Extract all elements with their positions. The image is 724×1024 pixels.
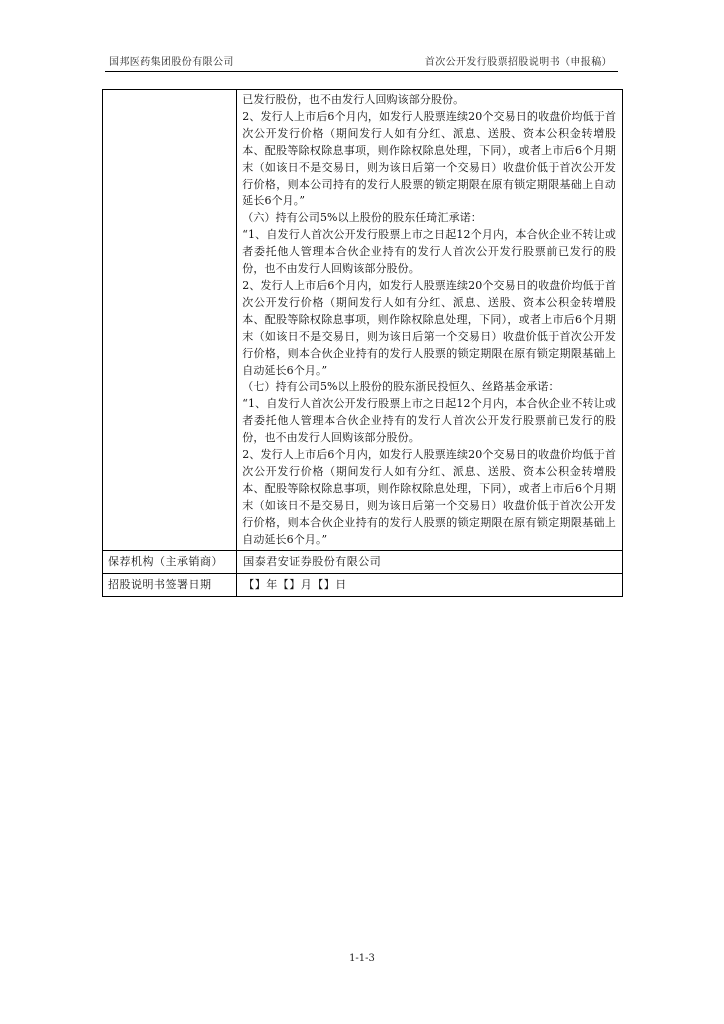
- sponsor-label: 保荐机构（主承销商）: [108, 555, 223, 569]
- table-row: [103, 90, 623, 551]
- company-name: 国邦医药集团股份有限公司: [109, 57, 234, 68]
- paragraph: （七）持有公司5%以上股份的股东浙民投恒久、丝路基金承诺：: [242, 380, 560, 394]
- commitment-content-cell: [237, 90, 623, 551]
- table-row: [103, 551, 623, 574]
- prospectus-table: [102, 89, 623, 597]
- paragraph: 2、发行人上市后6个月内，如发行人股票连续20个交易日的收盘价均低于首次公开发行价格（期间发行人如有分红、派息、送股、资本公积金转增股本、配股等除权除息事项，则作除权除息处理，下同），或者上市后6个月期末（如该日不是交易日，则为该日后第一个交易日）收盘价低于首次公开发行价格，则本公司持有的发行人股票的锁定期限在原有锁定期限基础上自动延长6个月。”: [242, 109, 616, 208]
- signing-date-label: 招股说明书签署日期: [108, 578, 212, 592]
- paragraph: “1、自发行人首次公开发行股票上市之日起12个月内，本合伙企业不转让或者委托他人管理本合伙企业持有的发行人首次公开发行股票前已发行的股份，也不由发行人回购该部分股份。: [242, 228, 616, 276]
- sponsor-value: 国泰君安证券股份有限公司: [243, 555, 382, 569]
- paragraph: “1、自发行人首次公开发行股票上市之日起12个月内，本合伙企业不转让或者委托他人管理本合伙企业持有的发行人首次公开发行股票前已发行的股份，也不由发行人回购该部分股份。: [242, 397, 616, 445]
- sponsor-label-cell: [103, 551, 237, 574]
- sponsor-value-cell: [237, 551, 623, 574]
- paragraph: 2、发行人上市后6个月内，如发行人股票连续20个交易日的收盘价均低于首次公开发行价格（期间发行人如有分红、派息、送股、资本公积金转增股本、配股等除权除息事项，则作除权除息处理，下同），或者上市后6个月期末（如该日不是交易日，则为该日后第一个交易日）收盘价低于首次公开发行价格，则本合伙企业持有的发行人股票的锁定期限在原有锁定期限基础上自动延长6个月。”: [242, 448, 616, 546]
- empty-label-cell: [103, 90, 237, 551]
- paragraph: 2、发行人上市后6个月内，如发行人股票连续20个交易日的收盘价均低于首次公开发行价格（期间发行人如有分红、派息、送股、资本公积金转增股本、配股等除权除息事项，则作除权除息处理，下同），或者上市后6个月期末（如该日不是交易日，则为该日后第一个交易日）收盘价低于首次公开发行价格，则本合伙企业持有的发行人股票的锁定期限在原有锁定期限基础上自动延长6个月。”: [242, 278, 616, 377]
- table-row: [103, 574, 623, 597]
- paragraph: 已发行股份，也不由发行人回购该部分股份。: [242, 93, 465, 106]
- signing-date-value: 【】年【】月【】日: [243, 578, 347, 592]
- page-header: [105, 49, 618, 72]
- signing-date-value-cell: [237, 574, 623, 597]
- paragraph: （六）持有公司5%以上股份的股东任琦汇承诺：: [242, 211, 482, 225]
- document-title: 首次公开发行股票招股说明书（申报稿）: [424, 57, 612, 68]
- page-number: 1-1-3: [349, 953, 375, 964]
- signing-date-label-cell: [103, 574, 237, 597]
